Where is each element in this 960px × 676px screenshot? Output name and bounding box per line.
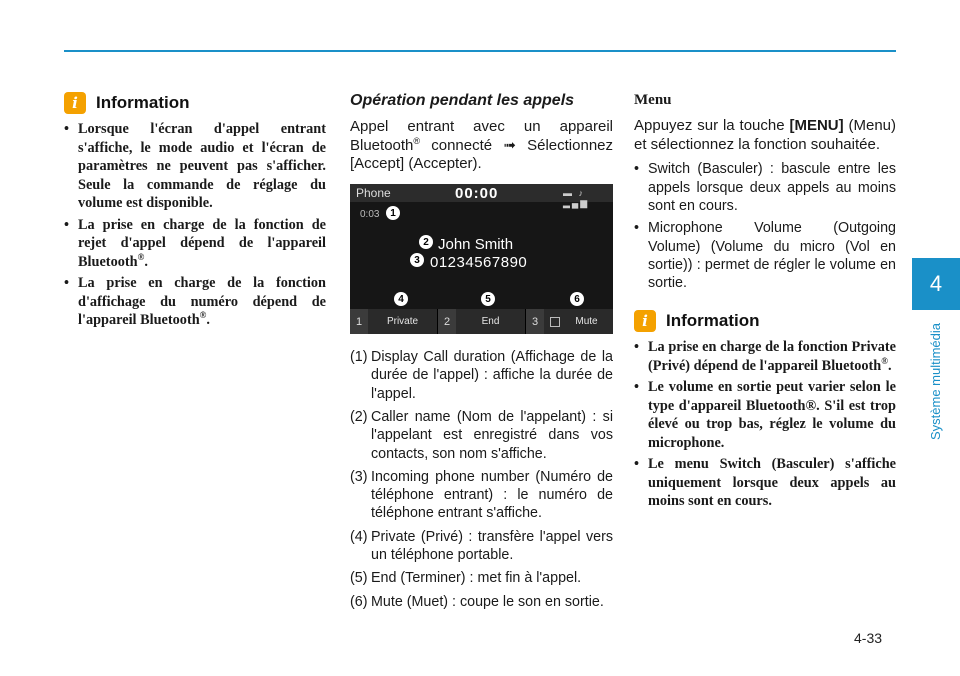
info-box-1-item-1 xyxy=(64,120,326,213)
info-box-2-header xyxy=(634,310,896,332)
period: . xyxy=(888,357,892,374)
info-box-1-item-2 xyxy=(64,216,326,272)
chapter-title: Système multimédia xyxy=(928,322,944,440)
mute-checkbox-icon xyxy=(550,317,560,327)
info-box-2-title: Information xyxy=(666,311,760,331)
chapter-title-side xyxy=(916,310,956,452)
menu-section xyxy=(634,92,896,514)
operation-intro-a: Appel entrant avec un appareil Bluetooth xyxy=(350,118,613,154)
call-duration: 0:03 xyxy=(360,209,380,221)
info-box-1-item-1-text: Lorsque l'écran d'appel entrant s'affiche, le mode audio et l'écran de paramètres ne peuvent pas s'afficher. Seule la commande de réglage du volume est disponible. xyxy=(78,121,326,211)
legend-number: (4) xyxy=(350,528,368,545)
operation-intro xyxy=(350,118,613,174)
legend-text: Display Call duration (Affichage de la durée de l'appel) : affiche la durée de l'appel. xyxy=(371,349,613,402)
info-box-1-item-3 xyxy=(64,274,326,330)
header-rule xyxy=(64,50,896,52)
info-icon: i xyxy=(64,92,86,114)
info-icon: i xyxy=(634,310,656,332)
screen-app-title: Phone xyxy=(356,186,391,201)
info-box-1-list xyxy=(64,120,326,330)
period: . xyxy=(206,312,210,328)
info-box-2-item-1 xyxy=(634,338,896,375)
legend-item xyxy=(350,569,613,587)
page-number: 4-33 xyxy=(854,630,883,646)
legend-text: Private (Privé) : transfère l'appel vers un téléphone portable. xyxy=(371,528,613,564)
info-box-2 xyxy=(634,310,896,511)
legend-item xyxy=(350,593,613,611)
caller-number: 01234567890 xyxy=(430,254,528,272)
marker-1: 1 xyxy=(386,206,400,220)
operation-intro-b: connecté ➟ Sélectionnez [Accept] (Accepter). xyxy=(350,136,613,173)
button-number: 3 xyxy=(526,309,544,334)
caller-name: John Smith xyxy=(438,236,514,254)
legend-number: (2) xyxy=(350,409,368,425)
operation-title: Opération pendant les appels xyxy=(350,92,575,109)
marker-2: 2 xyxy=(419,235,433,249)
chapter-number-tab xyxy=(912,258,960,310)
legend-number: (1) xyxy=(350,349,368,366)
legend-item xyxy=(350,468,613,523)
private-button-label: Private xyxy=(386,316,419,328)
period: . xyxy=(144,253,148,270)
info-box-1-header xyxy=(64,92,326,114)
menu-intro xyxy=(634,117,896,154)
menu-item-switch: • Switch (Basculer) : bascule entre les appels lorsque deux appels au moins sont en cours. xyxy=(634,160,896,215)
info-box-2-item-3: • Le menu Switch (Basculer) s'affiche uniquement lorsque deux appels au moins sont en cours. xyxy=(634,455,896,511)
registered-mark: ® xyxy=(199,310,207,321)
registered-mark: ® xyxy=(137,251,145,262)
button-number: 2 xyxy=(438,309,456,334)
info-box-1-item-3-text: La prise en charge de la fonction d'affichage du numéro dépend de l'appareil Bluetooth xyxy=(78,275,326,328)
legend-item xyxy=(350,408,613,463)
end-button[interactable] xyxy=(438,309,526,334)
mute-button[interactable] xyxy=(526,309,613,334)
legend-text: End (Terminer) : met fin à l'appel. xyxy=(371,570,582,587)
registered-mark: ® xyxy=(413,135,421,146)
status-icons: ▬ ♪ ▂▄▆ xyxy=(563,188,590,209)
info-box-2-list xyxy=(634,338,896,511)
legend-text: Caller name (Nom de l'appelant) : si l'appelant est enregistré dans vos contacts, son nom s'affiche. xyxy=(371,409,613,462)
legend-text: Incoming phone number (Numéro de téléphone entrant) : le numéro de téléphone entrant s'affiche. xyxy=(371,468,613,522)
info-box-1-item-2-text: La prise en charge de la fonction de rejet d'appel dépend de l'appareil Bluetooth xyxy=(78,216,326,270)
legend-number: (5) xyxy=(350,570,368,587)
operation-section xyxy=(350,92,613,616)
button-number: 1 xyxy=(350,309,368,334)
registered-mark: ® xyxy=(881,356,888,367)
phone-screen-figure xyxy=(350,184,613,334)
private-button[interactable] xyxy=(350,309,438,334)
marker-3: 3 xyxy=(410,253,424,267)
menu-title: Menu xyxy=(634,92,672,108)
menu-intro-b: (Menu) et sélectionnez la fonction souhaitée. xyxy=(634,117,897,153)
mute-button-label: Mute xyxy=(575,316,598,328)
marker-4: 4 xyxy=(394,292,408,306)
chapter-number: 4 xyxy=(929,271,943,296)
menu-item-microphone-volume: • Microphone Volume (Outgoing Volume) (Volume du micro (Vol en sortie)) : permet de régler le volume en sortie. xyxy=(634,219,896,292)
menu-key: [MENU] xyxy=(789,117,844,134)
screen-clock: 00:00 xyxy=(455,185,499,203)
menu-intro-a: Appuyez sur la touche xyxy=(634,117,790,134)
marker-5: 5 xyxy=(481,292,495,306)
info-box-1-title: Information xyxy=(96,93,190,112)
info-box-2-item-2: • Le volume en sortie peut varier selon le type d'appareil Bluetooth®. S'il est trop élevé ou trop bas, réglez le volume du microphone. xyxy=(634,378,896,452)
legend-number: (6) xyxy=(350,593,368,610)
marker-6: 6 xyxy=(570,292,584,306)
operation-legend-list xyxy=(350,348,613,611)
end-button-label: End xyxy=(481,316,500,328)
info-box-1 xyxy=(64,92,326,333)
screen-button-bar xyxy=(350,309,613,334)
legend-text: Mute (Muet) : coupe le son en sortie. xyxy=(371,593,604,610)
menu-list xyxy=(634,160,896,292)
legend-item xyxy=(350,528,613,565)
legend-number: (3) xyxy=(350,468,368,485)
info-box-2-item-1-text: La prise en charge de la fonction Private (Privé) dépend de l'appareil Bluetooth xyxy=(648,339,896,374)
legend-item xyxy=(350,348,613,403)
